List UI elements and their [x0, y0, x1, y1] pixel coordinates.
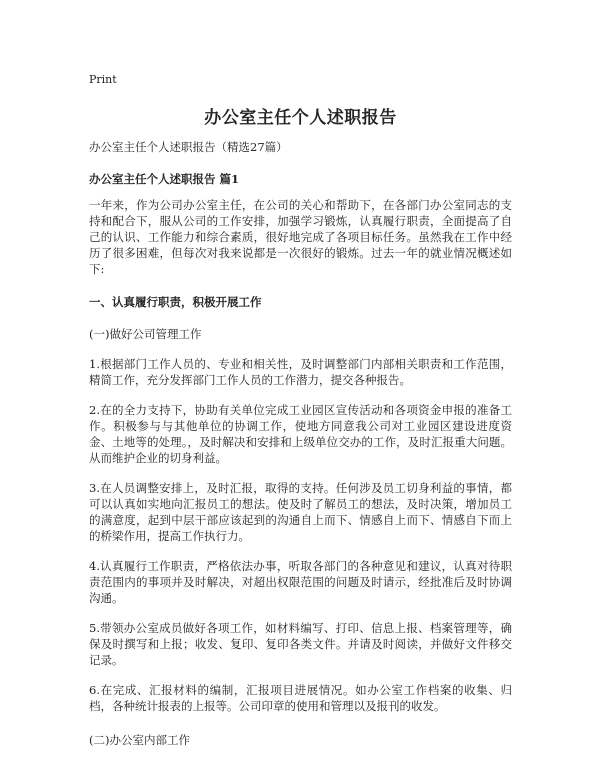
- list-item: 5.带领办公室成员做好各项工作，如材料编写、打印、信息上报、档案管理等，确保及时撰写和上报；收发、复印、复印各类文件。并请及时阅读，并做好文件移交记录。: [89, 621, 512, 667]
- list-item: 1.根据部门工作人员的、专业和相关性，及时调整部门内部相关职责和工作范围，精简工作，充分发挥部门工作人员的工作潜力，提交各种报告。: [89, 357, 512, 387]
- subheading-1: (一)做好公司管理工作: [89, 327, 202, 341]
- list-item: 4.认真履行工作职责，严格依法办事，听取各部门的各种意见和建议，认真对待职责范围内的事项并及时解决，对超出权限范围的问题及时请示，经批准后及时协调沟通。: [89, 559, 512, 605]
- list-item: 3.在人员调整安排上，及时汇报，取得的支持。任何涉及员工切身利益的事情，都可以认真如实地向汇报员工的想法。使及时了解员工的想法，及时决策，增加员工的满意度，起到中层干部应该起到的沟通自上而下、情感自上而下、情感自下而上的桥梁作用，提高工作执行力。: [89, 481, 512, 543]
- page-title: 办公室主任个人述职报告: [204, 108, 397, 128]
- section-title: 办公室主任个人述职报告 篇1: [89, 172, 240, 186]
- intro-paragraph: 一年来，作为公司办公室主任，在公司的关心和帮助下，在各部门办公室同志的支持和配合下，服从公司的工作安排，加强学习锻炼，认真履行职责，全面提高了自己的认识、工作能力和综合素质，很好地完成了各项目标任务。虽然我在工作中经历了很多困难，但每次对我来说都是一次很好的锻炼。过去一年的就业情况概述如下:: [89, 198, 512, 276]
- document-subtitle: 办公室主任个人述职报告（精选27篇）: [89, 140, 288, 154]
- heading-1: 一、认真履行职责，积极开展工作: [89, 295, 262, 309]
- item-list: [89, 356, 512, 714]
- subheading-2: (二)办公室内部工作: [89, 733, 190, 747]
- print-link[interactable]: Print: [89, 73, 117, 86]
- list-item: 2.在的全力支持下，协助有关单位完成工业园区宣传活动和各项资金申报的准备工作。积极参与与其他单位的协调工作，使地方同意我公司对工业园区建设进度资金、土地等的处理。，及时解决和安排和上级单位交办的工作，及时汇报重大问题。从而维护企业的切身利益。: [89, 403, 512, 465]
- list-item: 6.在完成、汇报材料的编制，汇报项目进展情况。如办公室工作档案的收集、归档，各种统计报表的上报等。公司印章的使用和管理以及报刊的收发。: [89, 683, 512, 713]
